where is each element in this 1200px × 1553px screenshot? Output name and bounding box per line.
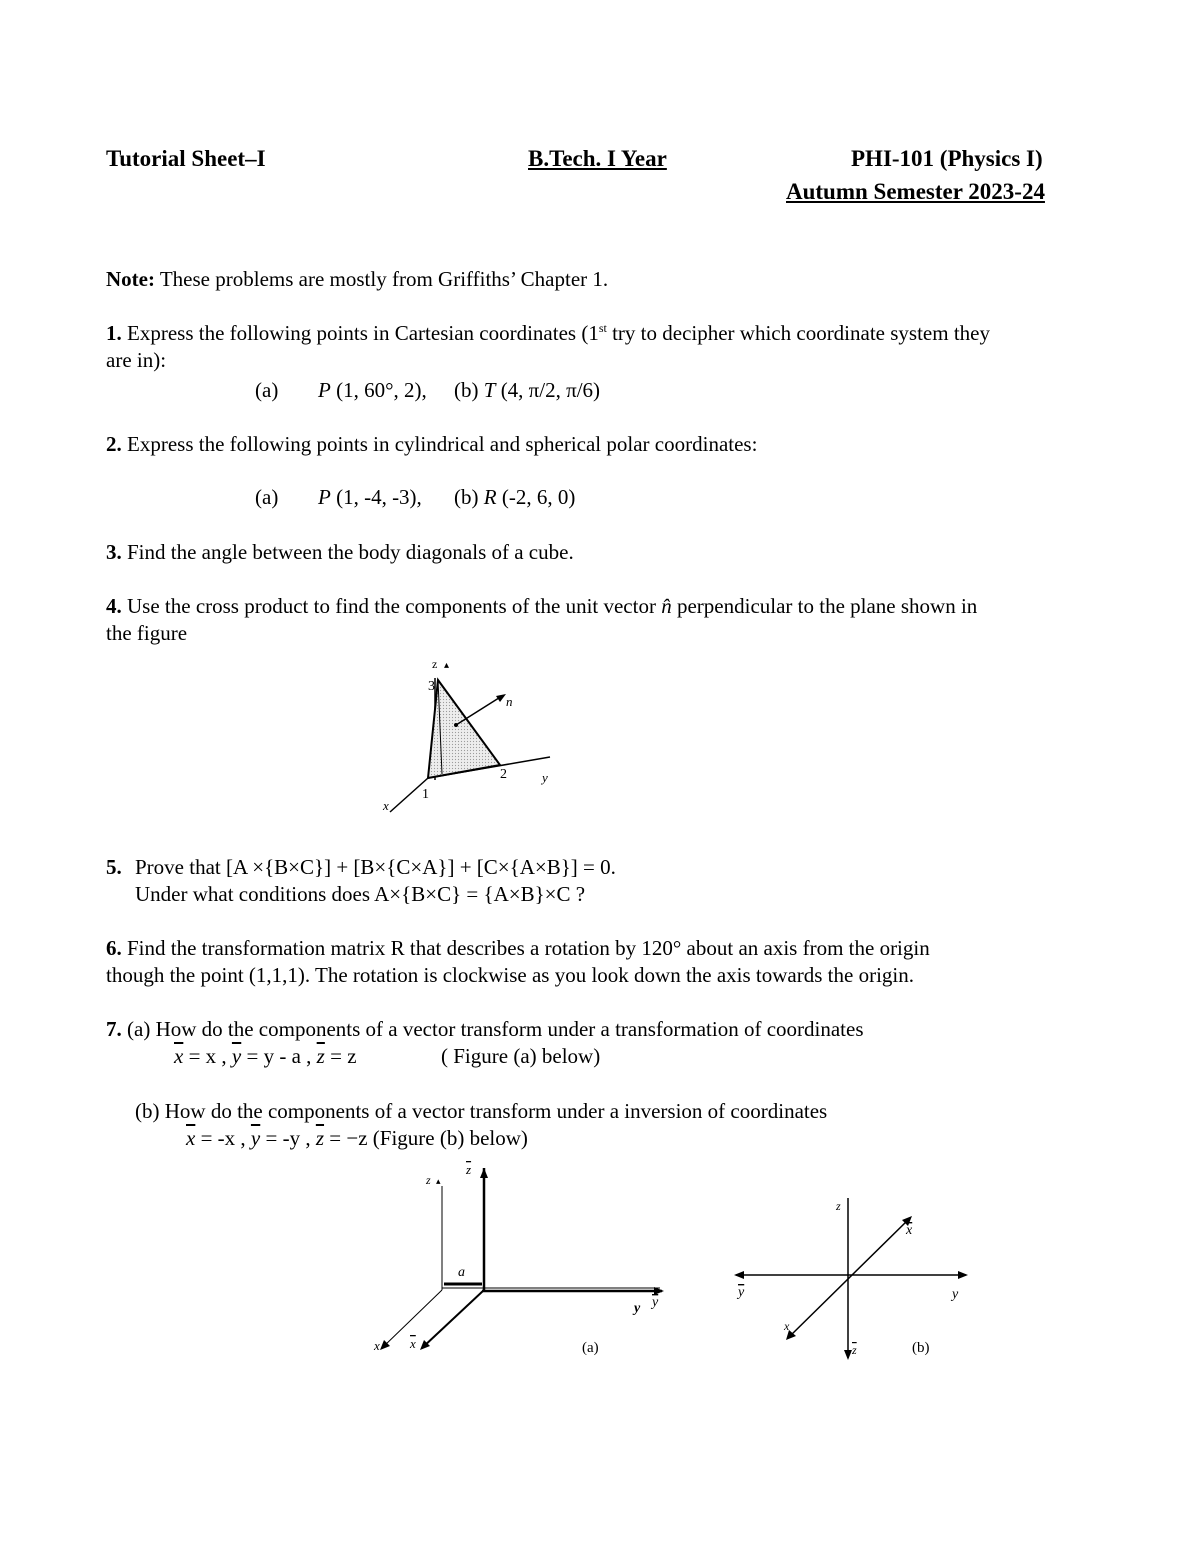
- q7-a-line: [106, 1017, 864, 1042]
- q1-line1: [106, 321, 990, 346]
- fig4-tick-3: 3: [428, 679, 435, 694]
- fig-a-y-label: y: [634, 1301, 641, 1316]
- fig-a-ybar-label: y: [652, 1295, 659, 1310]
- course-label: PHI-101 (Physics I): [851, 146, 1043, 171]
- q2-number: 2.: [106, 432, 122, 456]
- fig-b-caption: (b): [912, 1340, 930, 1356]
- q7-a-equations: [174, 1044, 357, 1069]
- q2-text: Express the following points in cylindrical and spherical polar coordinates:: [121, 432, 758, 456]
- q2-part-b: [454, 485, 575, 510]
- q1-part-b-label: (b): [454, 378, 479, 402]
- q3-number: 3.: [106, 540, 122, 564]
- xbar-axis: [422, 1290, 484, 1348]
- q1-part-b-val: (4, π/2, π/6): [495, 378, 601, 402]
- q6-line1: [106, 936, 930, 961]
- q7-b-eq-x: = -x ,: [195, 1126, 246, 1150]
- normal-vector: [456, 696, 502, 725]
- q4-nhat: n̂: [661, 594, 672, 618]
- ybar-symbol: $\overline{y}$: [250, 1126, 261, 1150]
- q7-a-text: How do the components of a vector transform under a transformation of coordinates: [150, 1017, 864, 1041]
- fig-a-z-label: z: [426, 1173, 431, 1187]
- fig4-x-label: x: [383, 798, 389, 813]
- q1-part-a-val: (1, 60°, 2),: [330, 378, 427, 402]
- q1-text-b: try to decipher which coordinate system they: [606, 321, 990, 345]
- q1-line2: are in):: [106, 348, 167, 372]
- q6-line2: though the point (1,1,1). The rotation is clockwise as you look down the axis towards the origin.: [106, 963, 914, 987]
- fig-a-z-arrow: ▴: [436, 1176, 441, 1186]
- zbar-arrowhead: [480, 1168, 488, 1178]
- fig4-z-arrow: ▴: [444, 660, 450, 671]
- zbar-symbol: $\overline{z}$: [316, 1044, 325, 1068]
- q2-part-a-label: (a): [255, 485, 279, 509]
- q7-a-eq-z: = z: [324, 1044, 357, 1068]
- fig4-z-label: z: [432, 657, 438, 671]
- plane-figure: [370, 650, 570, 820]
- q7-b-text: How do the components of a vector transform under a inversion of coordinates: [159, 1099, 828, 1123]
- fig-b-z-label: z: [836, 1199, 841, 1213]
- figure-a-translation: [360, 1158, 680, 1358]
- xbar-symbol: $\overline{x}$: [174, 1044, 184, 1068]
- q7-b-eq-z: = −z: [324, 1126, 368, 1150]
- fig4-y-label: y: [542, 770, 548, 785]
- q1-part-b-var: T: [483, 378, 496, 402]
- fig-b-ybar-label: y: [738, 1285, 745, 1300]
- q7-a-label: (a): [127, 1017, 151, 1041]
- q7-b-line: [135, 1099, 827, 1124]
- year-label: B.Tech. I Year: [528, 146, 667, 171]
- q7-number: 7.: [106, 1017, 122, 1041]
- fig-b-xbar-label: x: [906, 1223, 913, 1238]
- sheet-title: Tutorial Sheet–I: [106, 146, 266, 171]
- q7-b-eq-y: = -y ,: [260, 1126, 311, 1150]
- note-text: These problems are mostly from Griffiths’ Chapter 1.: [154, 267, 609, 291]
- q4-text-b: perpendicular to the plane shown in: [671, 594, 978, 618]
- q1-part-b: [454, 378, 600, 403]
- fig-a-xbar-label: x: [410, 1336, 416, 1351]
- fig-a-zbar-label: z: [466, 1162, 472, 1177]
- q7-a-eq-y: = y - a ,: [241, 1044, 312, 1068]
- fig-a-caption: (a): [582, 1340, 599, 1356]
- q2-part-b-val: (-2, 6, 0): [496, 485, 576, 509]
- x-axis: [788, 1218, 910, 1338]
- q2-part-b-var: R: [483, 485, 497, 509]
- q4-text-a: Use the cross product to find the components of the unit vector: [121, 594, 662, 618]
- note: [106, 267, 608, 292]
- xbar-symbol: $\overline{x}$: [186, 1126, 196, 1150]
- q6-number: 6.: [106, 936, 122, 960]
- fig-b-y-label: y: [952, 1287, 959, 1302]
- ybar-symbol: $\overline{y}$: [231, 1044, 242, 1068]
- q2-part-b-label: (b): [454, 485, 479, 509]
- q5-number: [106, 855, 122, 880]
- q7-a-fig-ref: ( Figure (a) below): [441, 1044, 601, 1068]
- q2-line1: [106, 432, 757, 457]
- q3-text: Find the angle between the body diagonals of a cube.: [121, 540, 574, 564]
- fig4-tick-1: 1: [422, 787, 429, 802]
- q7-b-equations: [186, 1126, 528, 1151]
- q5-number-text: 5.: [106, 855, 122, 879]
- figure-b-inversion: [726, 1188, 976, 1368]
- fig-b-x-label: x: [784, 1319, 790, 1333]
- q1-part-a-label: (a): [255, 378, 279, 402]
- q4-line1: [106, 594, 977, 619]
- fig4-tick-2: 2: [500, 767, 507, 782]
- semester-label: Autumn Semester 2023-24: [786, 179, 1045, 204]
- y-arrowhead: [958, 1271, 968, 1279]
- ybar-arrowhead: [734, 1271, 744, 1279]
- zbar-arrowhead: [844, 1350, 852, 1360]
- q2-part-a-var: P: [318, 485, 331, 509]
- normal-arrowhead: [496, 694, 506, 702]
- q6-text: Find the transformation matrix R that describes a rotation by 120° about an axis from the origin: [121, 936, 930, 960]
- fig-a-a-label: a: [458, 1265, 465, 1280]
- fig-a-x-label: x: [374, 1338, 380, 1353]
- q7-b-label: (b): [135, 1099, 160, 1123]
- normal-origin: [454, 723, 458, 727]
- q1-part-a-var: P: [318, 378, 331, 402]
- q2-part-a: [318, 485, 422, 510]
- fig4-n-label: n: [506, 694, 513, 709]
- q5-line1: Prove that [A ×{B×C}] + [B×{C×A}] + [C×{A×B}] = 0.: [135, 855, 616, 879]
- zbar-symbol: $\overline{z}$: [315, 1126, 325, 1150]
- q7-b-fig-ref: (Figure (b) below): [372, 1126, 528, 1150]
- q1-number: 1.: [106, 321, 122, 345]
- note-label: Note:: [106, 267, 155, 291]
- q2-part-a-val: (1, -4, -3),: [330, 485, 422, 509]
- q4-number: 4.: [106, 594, 122, 618]
- q1-part-a: [318, 378, 427, 403]
- q4-line2: the figure: [106, 621, 188, 645]
- q1-text-a: Express the following points in Cartesian coordinates (1: [121, 321, 599, 345]
- fig-b-zbar-label: z: [852, 1343, 857, 1357]
- q7-a-eq-x: = x ,: [183, 1044, 227, 1068]
- q3-line: [106, 540, 574, 565]
- q5-line2: Under what conditions does A×{B×C} = {A×B}×C ?: [135, 882, 586, 906]
- q1-sup: st: [598, 321, 607, 335]
